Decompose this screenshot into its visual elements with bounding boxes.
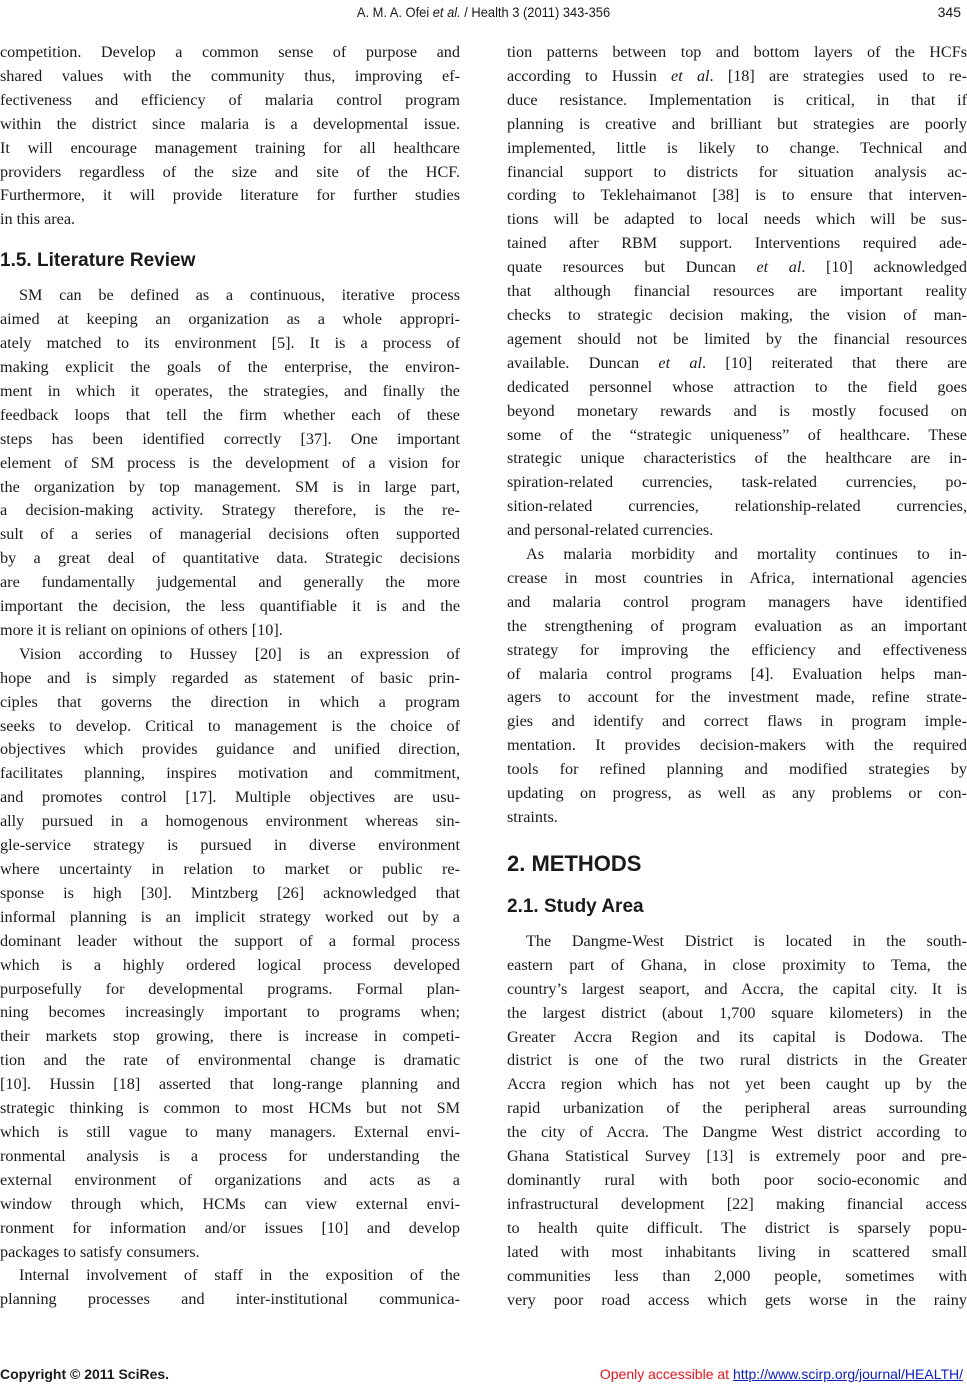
text-line: steps has been identified correctly [37]. One important: [0, 429, 460, 448]
header-etal: et al.: [432, 4, 461, 20]
text-line: strategic unique characteristics of the healthcare are in-: [507, 449, 967, 468]
text-line: very poor road access which gets worse in the rainy: [507, 1290, 967, 1309]
text-line: Internal involvement of staff in the exposition of the: [19, 1266, 460, 1285]
text-line: competition. Develop a common sense of purpose and: [0, 43, 460, 61]
text-line: more it is reliant on opinions of others [10].: [0, 620, 283, 639]
text-line: Ghana Statistical Survey [13] is extremely poor and pre-: [507, 1147, 967, 1166]
text-line: within the district since malaria is a developmental issue.: [0, 114, 460, 133]
text-line: strategy for improving the efficiency and effectiveness: [507, 640, 967, 659]
text-line: where uncertainty in relation to market or public re-: [0, 860, 460, 878]
text-line: eastern part of Ghana, in close proximity to Tema, the: [507, 955, 967, 974]
text-line: and personal-related currencies.: [507, 521, 714, 540]
paragraph-vision: [0, 643, 460, 1265]
text-line: agers to account for the investment made, refine strate-: [507, 688, 967, 707]
text-line: ronment for information and/or issues [10] and develop: [0, 1218, 460, 1237]
text-line: are fundamentally judgemental and generally the more: [0, 573, 460, 592]
journal-link[interactable]: http://www.scirp.org/journal/HEALTH/: [732, 1366, 963, 1382]
text-line: external environment of organizations and acts as a: [0, 1170, 460, 1189]
text-line: which is still vague to many managers. External envi-: [0, 1122, 460, 1141]
text-line: checks to strategic decision making, the vision of man-: [507, 305, 967, 324]
citation-header: [39, 4, 929, 20]
text-line: rapid urbanization of the peripheral areas surrounding: [507, 1099, 967, 1118]
text-line: ciples that governs the direction in which a program: [0, 692, 460, 711]
paragraph-internal-involvement: [0, 1264, 460, 1312]
text-line: sponse is high [30]. Mintzberg [26] acknowledged that: [0, 883, 460, 902]
text-line: available. Duncan et al. [10] reiterated that there are: [507, 353, 967, 372]
text-line: district is one of the two rural districts in the Greater: [507, 1051, 967, 1070]
text-line: communities less than 2,000 people, sometimes with: [507, 1266, 967, 1285]
copyright-notice: Copyright © 2011 SciRes.: [0, 1366, 170, 1382]
text-line: financial support to districts for situation analysis ac-: [507, 162, 967, 181]
text-line: providers regardless of the size and site of the HCF.: [0, 162, 460, 181]
text-line: tion patterns between top and bottom layers of the HCFs: [507, 43, 967, 61]
text-line: tools for refined planning and modified strategies by: [507, 760, 967, 779]
text-line: in this area.: [0, 210, 76, 229]
text-line: purposefully for developmental programs. Formal plan-: [0, 979, 460, 998]
text-line: window through which, HCMs can view external envi-: [0, 1194, 460, 1213]
text-line: country’s largest seaport, and Accra, the capital city. It is: [507, 979, 967, 998]
text-line: crease in most countries in Africa, international agencies: [507, 568, 967, 587]
text-line: strategic thinking is common to most HCMs but not SM: [0, 1099, 460, 1118]
text-line: informal planning is an implicit strategy worked out by a: [0, 907, 460, 926]
text-line: ally pursued in a homogenous environment whereas sin-: [0, 812, 460, 831]
text-line: dedicated personnel whose attraction to the field goes: [507, 377, 967, 396]
text-line: making explicit the goals of the enterprise, the environ-: [0, 357, 460, 376]
text-line: Furthermore, it will provide literature for further studies: [0, 186, 460, 205]
text-line: the largest district (about 1,700 square kilometers) in the: [507, 1003, 967, 1022]
text-line: hope and is simply regarded as statement of basic prin-: [0, 668, 460, 687]
paragraph-implementation: [507, 41, 967, 543]
text-line: mentation. It provides decision-makers with the required: [507, 736, 967, 755]
text-line: agement should not be limited by the financial resources: [507, 329, 967, 348]
text-line: sition-related currencies, relationship-related currencies,: [507, 497, 967, 516]
text-line: gies and identify and correct flaws in program imple-: [507, 712, 967, 731]
text-line: Vision according to Hussey [20] is an expression of: [19, 644, 460, 663]
text-line: ronmental analysis is a process for understanding the: [0, 1146, 460, 1165]
text-line: which is a highly ordered logical process developed: [0, 955, 460, 974]
text-line: dominant leader without the support of a formal process: [0, 931, 460, 950]
paragraph-sm-definition: [0, 284, 460, 643]
text-line: and malaria control program managers have identified: [507, 592, 967, 611]
section-heading-methods: 2. METHODS: [507, 850, 642, 876]
paragraph-significance: [0, 41, 460, 232]
text-line: gle-service strategy is pursued in diverse environment: [0, 836, 460, 855]
text-line: quate resources but Duncan et al. [10] acknowledged: [507, 258, 967, 277]
text-line: shared values with the community thus, improving ef-: [0, 66, 460, 85]
text-line: by a great deal of quantitative data. Strategic decisions: [0, 549, 460, 568]
text-line: some of the “strategic uniqueness” of healthcare. These: [507, 425, 967, 444]
text-line: SM can be defined as a continuous, iterative process: [19, 286, 460, 305]
text-line: tained after RBM support. Interventions required ade-: [507, 234, 967, 253]
header-authors: A. M. A. Ofei: [356, 4, 430, 20]
text-line: facilitates planning, inspires motivation and commitment,: [0, 764, 460, 783]
text-line: updating on progress, as well as any problems or con-: [507, 784, 967, 803]
text-line: duce resistance. Implementation is critical, in that if: [507, 90, 967, 109]
text-line: of malaria control programs [4]. Evaluation helps man-: [507, 664, 967, 683]
text-line: tion and the rate of environmental change is dramatic: [0, 1051, 460, 1070]
text-line: objectives which provides guidance and unified direction,: [0, 740, 460, 759]
open-access-notice: [600, 1366, 963, 1382]
paragraph-malaria-evaluation: [507, 543, 967, 830]
text-line: the organization by top management. SM is in large part,: [0, 477, 460, 496]
text-line: It will encourage management training for all healthcare: [0, 138, 460, 157]
text-line: implemented, little is likely to change. Technical and: [507, 138, 967, 157]
text-line: according to Hussin et al. [18] are strategies used to re-: [507, 66, 967, 85]
text-line: straints.: [507, 808, 558, 826]
text-line: beyond monetary rewards and is mostly focused on: [507, 401, 967, 420]
text-line: ning becomes increasingly important to programs when;: [0, 1003, 460, 1022]
open-access-label: Openly accessible at: [599, 1366, 733, 1382]
text-line: sult of a series of managerial decisions often supported: [0, 525, 460, 544]
right-column: [507, 41, 967, 1312]
text-line: As malaria morbidity and mortality continues to in-: [526, 545, 967, 564]
text-line: tions will be adapted to local needs which will be sus-: [507, 210, 967, 229]
left-column: [0, 41, 460, 1312]
text-line: planning processes and inter-institutional communica-: [0, 1290, 460, 1309]
text-line: spiration-related currencies, task-related currencies, po-: [507, 473, 967, 492]
text-line: important the decision, the less quantifiable it is and the: [0, 597, 460, 616]
text-line: planning is creative and brilliant but strategies are poorly: [507, 114, 967, 133]
text-line: aimed at keeping an organization as a whole appropri-: [0, 310, 460, 329]
text-line: cording to Teklehaimanot [38] is to ensure that interven-: [507, 186, 967, 205]
subsection-heading-study-area: 2.1. Study Area: [507, 895, 644, 917]
text-line: and promotes control [17]. Multiple objectives are usu-: [0, 788, 460, 807]
text-line: ately matched to its environment [5]. It is a process of: [0, 334, 460, 353]
text-line: the city of Accra. The Dangme West district according to: [507, 1123, 967, 1142]
text-line: [10]. Hussin [18] asserted that long-range planning and: [0, 1075, 460, 1094]
text-line: Accra region which has not yet been caught up by the: [507, 1075, 967, 1094]
running-header: [0, 4, 967, 24]
text-line: infrastructural development [22] making financial access: [507, 1194, 967, 1213]
text-line: lated with most inhabitants living in scattered small: [507, 1242, 967, 1261]
text-line: The Dangme-West District is located in the south-: [526, 931, 967, 950]
text-line: the strengthening of program evaluation as an important: [507, 616, 967, 635]
text-line: that although financial resources are important reality: [507, 282, 967, 301]
page-number: 345: [937, 4, 961, 20]
text-line: to health quite difficult. The district is sparsely popu-: [507, 1218, 967, 1237]
text-line: feedback loops that tell the firm whether each of these: [0, 405, 460, 424]
text-line: packages to satisfy consumers.: [0, 1242, 200, 1261]
text-line: their markets stop growing, there is increase in competi-: [0, 1027, 460, 1046]
header-journal: / Health 3 (2011) 343-356: [460, 4, 611, 20]
text-line: fectiveness and efficiency of malaria control program: [0, 90, 460, 109]
text-line: a decision-making activity. Strategy therefore, is the re-: [0, 501, 460, 520]
page-footer: [0, 1366, 967, 1386]
text-line: Greater Accra Region and its capital is Dodowa. The: [507, 1027, 967, 1046]
paragraph-study-area: [507, 930, 967, 1313]
text-line: dominantly rural with both poor socio-economic and: [507, 1170, 967, 1189]
text-line: ment in which it operates, the strategies, and finally the: [0, 381, 460, 400]
text-line: element of SM process is the development of a vision for: [0, 453, 460, 472]
section-heading-literature-review: 1.5. Literature Review: [0, 250, 196, 272]
text-line: seeks to develop. Critical to management is the choice of: [0, 716, 460, 735]
